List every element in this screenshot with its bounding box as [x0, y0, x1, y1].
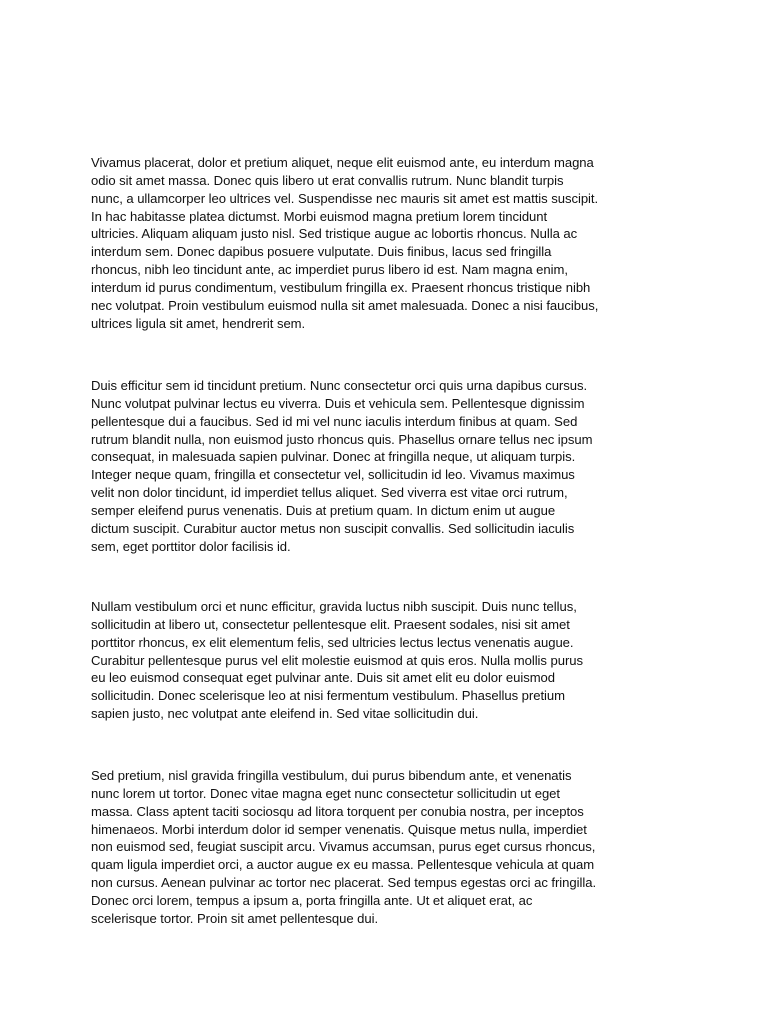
text-line: non euismod sed, feugiat suscipit arcu. Vivamus accumsan, purus eget cursus rhoncus, [91, 839, 596, 855]
text-line: scelerisque tortor. Proin sit amet pellentesque dui. [91, 910, 379, 926]
text-line: porttitor rhoncus, ex elit elementum felis, sed ultricies lectus lectus venenatis augue. [91, 634, 574, 650]
text-line: Integer neque quam, fringilla et consectetur vel, sollicitudin id leo. Vivamus maximus [91, 467, 575, 483]
text-line: ultricies. Aliquam aliquam justo nisl. Sed tristique augue ac lobortis rhoncus. Nulla ac [91, 226, 578, 242]
text-line: Curabitur pellentesque purus vel elit molestie euismod at quis eros. Nulla mollis purus [91, 652, 583, 668]
text-line: interdum id purus condimentum, vestibulum fringilla ex. Praesent rhoncus tristique nibh [91, 279, 591, 295]
text-line: sem, eget porttitor dolor facilisis id. [91, 538, 291, 554]
text-line: quam ligula imperdiet orci, a auctor augue ex eu massa. Pellentesque vehicula at quam [91, 857, 595, 873]
text-line: odio sit amet massa. Donec quis libero ut erat convallis rutrum. Nunc blandit turpis [91, 172, 564, 188]
text-line: dictum suscipit. Curabitur auctor metus non suscipit convallis. Sed sollicitudin iaculis [91, 520, 575, 536]
text-line: Sed pretium, nisl gravida fringilla vestibulum, dui purus bibendum ante, et venenatis [91, 768, 572, 783]
text-line: nunc lorem ut tortor. Donec vitae magna eget nunc consectetur sollicitudin ut eget [91, 785, 561, 801]
text-line: In hac habitasse platea dictumst. Morbi euismod magna pretium lorem tincidunt [91, 208, 548, 224]
paragraph-1 [91, 154, 691, 332]
text-line: ultrices ligula sit amet, hendrerit sem. [91, 315, 306, 331]
text-line: massa. Class aptent taciti sociosqu ad litora torquent per conubia nostra, per inceptos [91, 803, 584, 819]
text-line: interdum sem. Donec dapibus posuere vulputate. Duis finibus, lacus sed fringilla [91, 244, 552, 260]
text-line: Vivamus placerat, dolor et pretium aliquet, neque elit euismod ante, eu interdum magna [91, 155, 594, 170]
paragraph-2 [91, 377, 691, 555]
text-line: consequat, in malesuada sapien pulvinar. Donec at fringilla neque, ut aliquam turpis. [91, 449, 576, 465]
text-line: non cursus. Aenean pulvinar ac tortor nec placerat. Sed tempus egestas orci ac fringilla. [91, 875, 597, 891]
text-line: sollicitudin. Donec scelerisque leo at nisi fermentum vestibulum. Phasellus pretium [91, 688, 565, 704]
text-line: rhoncus, nibh leo tincidunt ante, ac imperdiet purus libero id est. Nam magna enim, [91, 262, 568, 278]
text-line: Donec orci lorem, tempus a ipsum a, porta fringilla ante. Ut et aliquet erat, ac [91, 892, 533, 908]
text-line: velit non dolor tincidunt, id imperdiet tellus aliquet. Sed viverra est vitae orci rutrum, [91, 485, 568, 501]
text-line: Nullam vestibulum orci et nunc efficitur, gravida luctus nibh suscipit. Duis nunc tellus, [91, 599, 577, 614]
text-line: rutrum blandit nulla, non euismod justo rhoncus quis. Phasellus ornare tellus nec ipsum [91, 431, 593, 447]
text-line: Duis efficitur sem id tincidunt pretium. Nunc consectetur orci quis urna dapibus cursus. [91, 378, 588, 393]
paragraph-4 [91, 767, 691, 928]
text-line: sapien justo, nec volutpat ante eleifend in. Sed vitae sollicitudin dui. [91, 706, 479, 722]
text-line: eu leo euismod consequat eget pulvinar ante. Duis sit amet elit eu dolor euismod [91, 670, 556, 686]
text-line: sollicitudin at libero ut, consectetur pellentesque elit. Praesent sodales, nisi sit amet [91, 616, 570, 632]
text-line: semper eleifend purus venenatis. Duis at pretium quam. In dictum enim ut augue [91, 502, 556, 518]
text-line: nunc, a ullamcorper leo ultrices vel. Suspendisse nec mauris sit amet est mattis suscipit. [91, 190, 599, 206]
text-line: nec volutpat. Proin vestibulum euismod nulla sit amet malesuada. Donec a nisi faucibus, [91, 297, 599, 313]
text-line: Nunc volutpat pulvinar lectus eu viverra. Duis et vehicula sem. Pellentesque dignissim [91, 395, 585, 411]
paragraph-3 [91, 598, 691, 723]
text-line: pellentesque dui a faucibus. Sed id mi vel nunc iaculis interdum finibus at quam. Sed [91, 413, 578, 429]
text-line: himenaeos. Morbi interdum dolor id semper venenatis. Quisque metus nulla, imperdiet [91, 821, 587, 837]
